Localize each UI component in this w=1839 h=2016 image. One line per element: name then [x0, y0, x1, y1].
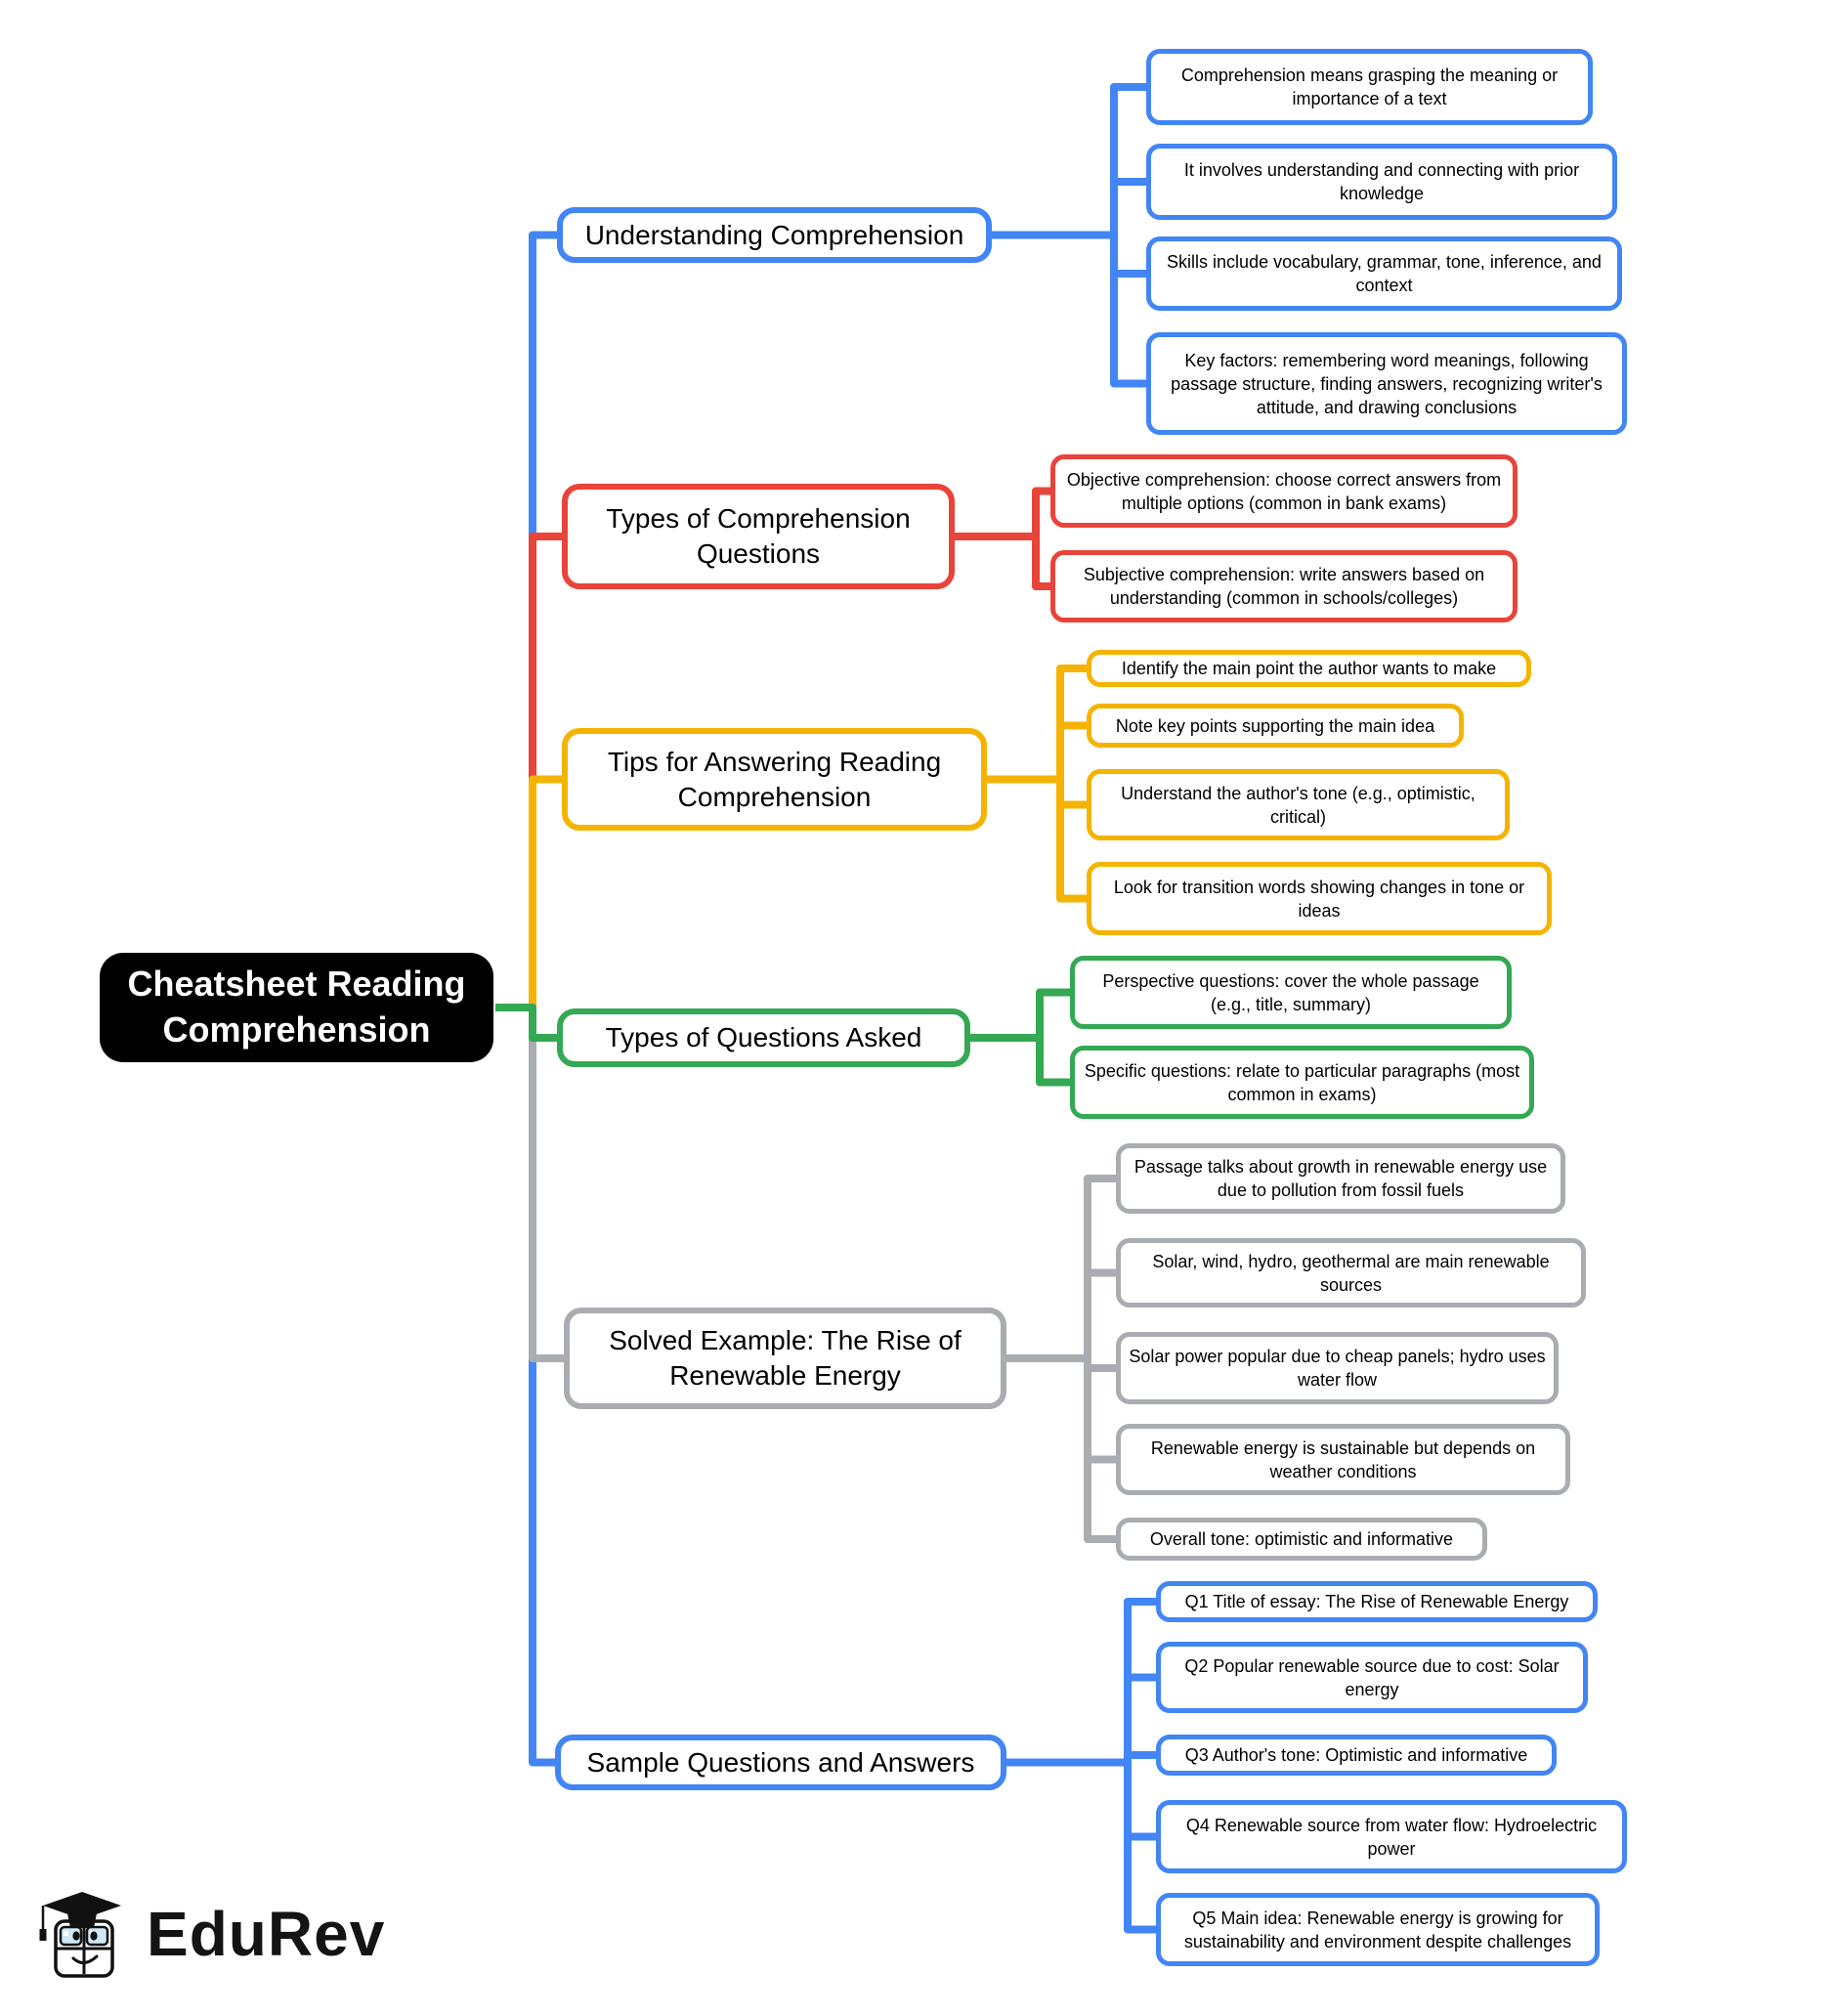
leaf-node-1-0: Objective comprehension: choose correct answers from multiple options (common in bank exams)	[1050, 454, 1518, 528]
branch-node-1: Types of Comprehension Questions	[562, 484, 955, 589]
leaf-node-5-0: Q1 Title of essay: The Rise of Renewable Energy	[1156, 1581, 1598, 1622]
edurev-logo-text: EduRev	[147, 1899, 386, 1969]
edurev-logo	[37, 1884, 385, 1984]
branch-node-3: Types of Questions Asked	[557, 1008, 970, 1067]
branch-connector-line	[955, 492, 1050, 537]
leaf-node-0-1: It involves understanding and connecting with prior knowledge	[1146, 144, 1617, 220]
branch-connector-line	[970, 1038, 1070, 1083]
leaf-node-5-1: Q2 Popular renewable source due to cost: Solar energy	[1156, 1642, 1588, 1713]
branch-connector-line	[495, 236, 557, 1008]
branch-connector-line	[1006, 1678, 1156, 1763]
edurev-mascot-icon	[37, 1884, 127, 1984]
branch-node-4: Solved Example: The Rise of Renewable Energy	[564, 1308, 1006, 1409]
leaf-node-2-1: Note key points supporting the main idea	[1087, 704, 1464, 748]
leaf-node-4-3: Renewable energy is sustainable but depends on weather conditions	[1116, 1424, 1570, 1495]
branch-connector-line	[987, 780, 1087, 899]
branch-connector-line	[1006, 1358, 1116, 1460]
branch-connector-line	[992, 182, 1146, 236]
branch-connector-line	[992, 236, 1146, 384]
leaf-node-3-1: Specific questions: relate to particular paragraphs (most common in exams)	[1070, 1046, 1534, 1119]
leaf-node-4-1: Solar, wind, hydro, geothermal are main renewable sources	[1116, 1238, 1586, 1308]
branch-connector-line	[495, 780, 562, 1008]
leaf-node-5-3: Q4 Renewable source from water flow: Hydroelectric power	[1156, 1800, 1627, 1873]
branch-connector-line	[970, 993, 1070, 1039]
branch-connector-line	[1006, 1358, 1116, 1539]
leaf-node-1-1: Subjective comprehension: write answers based on understanding (common in schools/colleges)	[1050, 550, 1518, 622]
leaf-node-4-2: Solar power popular due to cheap panels; hydro uses water flow	[1116, 1332, 1559, 1404]
branch-connector-line	[1006, 1763, 1156, 1930]
branch-node-5: Sample Questions and Answers	[555, 1735, 1006, 1790]
branch-connector-line	[1006, 1273, 1116, 1359]
branch-connector-line	[495, 1008, 555, 1763]
leaf-node-0-0: Comprehension means grasping the meaning or importance of a text	[1146, 49, 1593, 125]
branch-node-0: Understanding Comprehension	[557, 207, 992, 263]
central-node: Cheatsheet Reading Comprehension	[100, 953, 493, 1062]
branch-connector-line	[955, 536, 1050, 586]
leaf-node-5-2: Q3 Author's tone: Optimistic and informative	[1156, 1735, 1557, 1776]
leaf-node-0-3: Key factors: remembering word meanings, following passage structure, finding answers, recognizing writer's attitude, and drawing conclusions	[1146, 332, 1627, 435]
leaf-node-2-0: Identify the main point the author wants to make	[1087, 650, 1531, 687]
branch-connector-line	[495, 1008, 564, 1358]
branch-connector-line	[1006, 1179, 1116, 1358]
branch-connector-line	[495, 1008, 557, 1038]
branch-node-2: Tips for Answering Reading Comprehension	[562, 728, 987, 831]
leaf-node-0-2: Skills include vocabulary, grammar, tone, inference, and context	[1146, 236, 1622, 311]
branch-connector-line	[987, 726, 1087, 780]
leaf-node-2-2: Understand the author's tone (e.g., optimistic, critical)	[1087, 769, 1510, 840]
branch-connector-line	[992, 87, 1146, 236]
leaf-node-4-0: Passage talks about growth in renewable energy use due to pollution from fossil fuels	[1116, 1143, 1565, 1214]
leaf-node-5-4: Q5 Main idea: Renewable energy is growing for sustainability and environment despite challenges	[1156, 1893, 1600, 1966]
branch-connector-line	[1006, 1763, 1156, 1837]
leaf-node-2-3: Look for transition words showing changes in tone or ideas	[1087, 862, 1552, 935]
branch-connector-line	[992, 236, 1146, 275]
leaf-node-4-4: Overall tone: optimistic and informative	[1116, 1518, 1487, 1561]
leaf-node-3-0: Perspective questions: cover the whole passage (e.g., title, summary)	[1070, 956, 1512, 1029]
branch-connector-line	[1006, 1602, 1156, 1763]
